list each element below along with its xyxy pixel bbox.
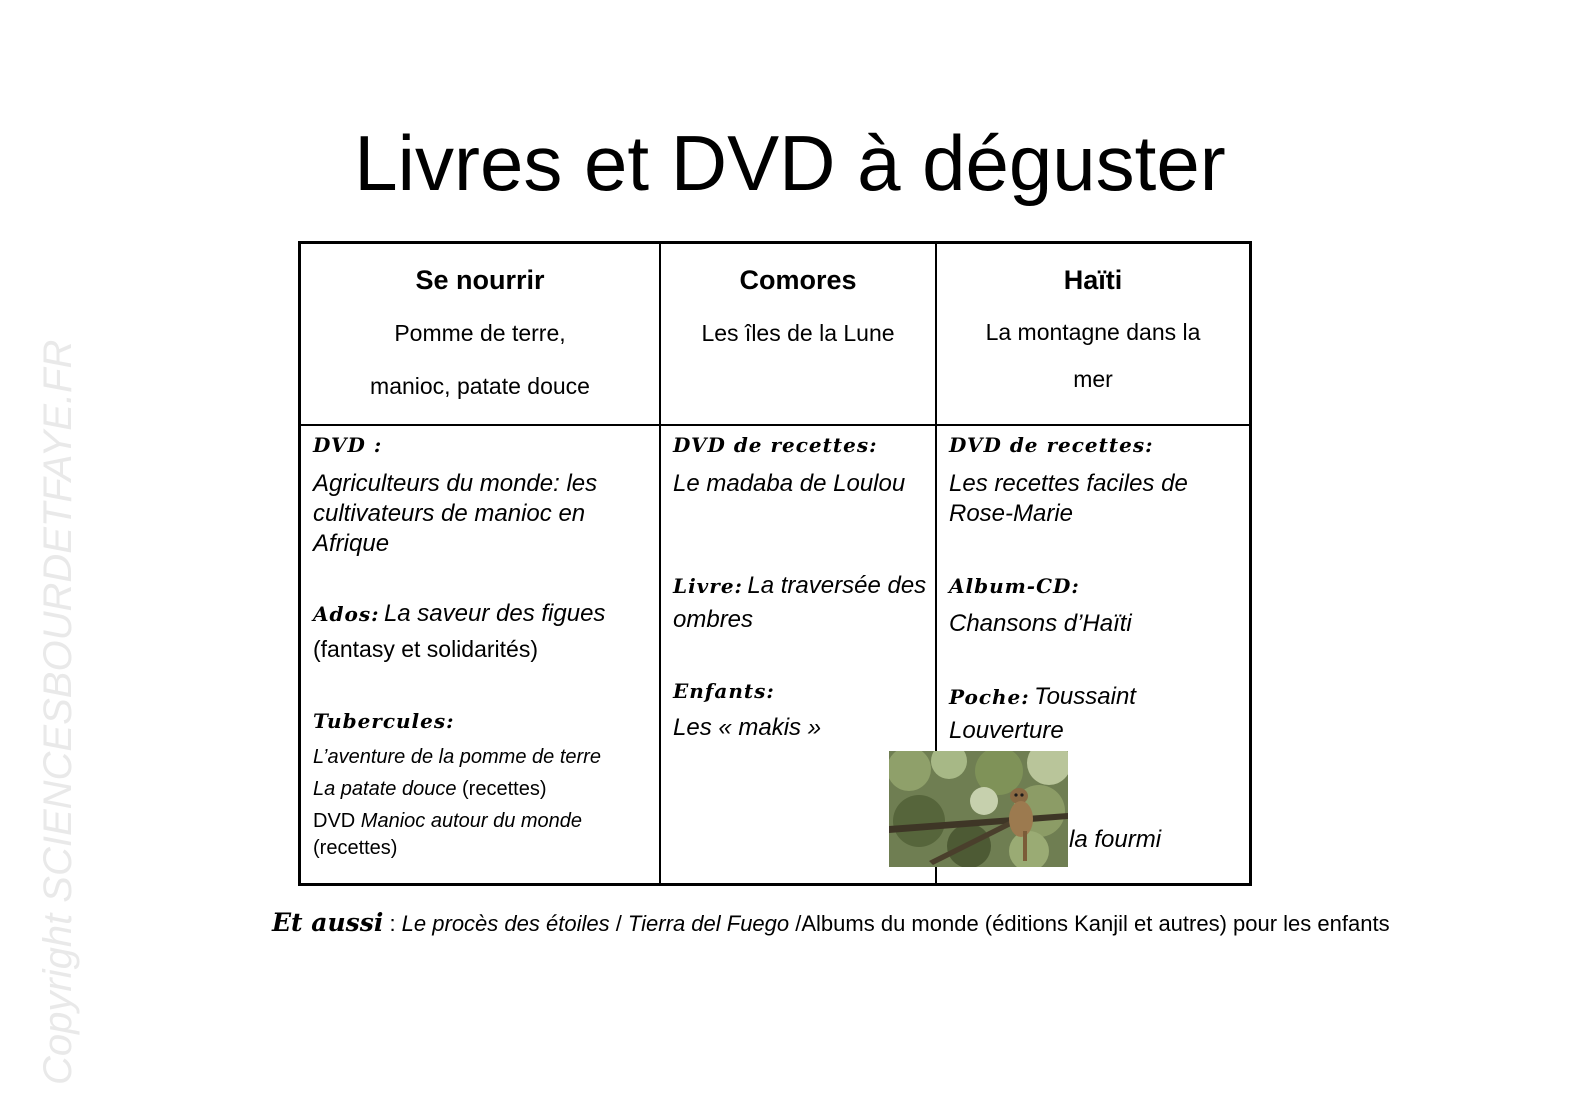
subtitle-line: La montagne dans la	[985, 319, 1201, 345]
dvd-title: Le madaba de Loulou	[673, 470, 906, 497]
poche-entry	[949, 681, 1241, 750]
livre-entry	[673, 570, 927, 639]
column-title: Haïti	[1063, 265, 1123, 295]
tubercules-label: Tubercules:	[313, 709, 455, 733]
album-label: Album-CD:	[949, 574, 1080, 598]
ados-entry	[313, 599, 651, 629]
column-title: Comores	[739, 265, 857, 295]
footer-also	[272, 905, 1472, 942]
lemur-photo-icon	[889, 751, 1068, 867]
column-subtitle	[301, 307, 659, 413]
tubercules-item: L’aventure de la pomme de terre	[313, 746, 601, 768]
header-comores	[661, 244, 935, 424]
subtitle-line: mer	[1073, 366, 1113, 392]
footer-item: Tierra del Fuego	[627, 911, 790, 936]
footer-colon: :	[383, 911, 402, 936]
column-subtitle	[937, 309, 1249, 403]
item-title: La patate douce	[313, 778, 457, 800]
column-title: Se nourrir	[415, 265, 545, 295]
footer-rest: /Albums du monde (éditions Kanjil et autres) pour les enfants	[789, 911, 1390, 936]
dvd-title: Agriculteurs du monde: les cultivateurs de manioc en Afrique	[313, 470, 598, 557]
header-haiti	[937, 244, 1249, 424]
poche-label: Poche:	[949, 685, 1030, 709]
watermark-text: Copyright SCIENCESBOURDETFAYE.FR	[36, 339, 80, 1085]
dvd-label: DVD de recettes:	[949, 433, 1154, 457]
ados-label: Ados:	[313, 602, 380, 626]
enfants-title: Les « makis »	[673, 714, 822, 741]
subtitle-line: manioc, patate douce	[370, 373, 590, 399]
column-subtitle: Les îles de la Lune	[701, 320, 895, 346]
item-title: Manioc autour du monde	[360, 810, 583, 832]
ados-note: (fantasy et solidarités)	[313, 636, 538, 662]
cell-se-nourrir	[301, 427, 659, 882]
partial-title: la fourmi	[1069, 826, 1162, 853]
header-divider	[301, 424, 1249, 426]
album-title: Chansons d’Haïti	[949, 610, 1132, 637]
enfants-label: Enfants:	[673, 679, 775, 703]
page-title: Livres et DVD à déguster	[354, 119, 1226, 207]
dvd-label: DVD :	[313, 433, 383, 457]
item-note: (recettes)	[313, 837, 398, 859]
dvd-title: Les recettes faciles de Rose-Marie	[949, 470, 1188, 527]
dvd-label: DVD de recettes:	[673, 433, 878, 457]
footer-separator: /	[609, 911, 628, 936]
poche-title: Toussaint Louverture	[949, 683, 1136, 744]
ados-title: La saveur des figues	[383, 600, 606, 627]
footer-lead: Et aussi	[272, 908, 384, 937]
copyright-watermark	[0, 0, 80, 1100]
tubercules-item	[313, 807, 651, 861]
livre-label: Livre:	[673, 574, 743, 598]
books-table	[298, 241, 1252, 886]
item-note: (recettes)	[456, 778, 547, 800]
header-se-nourrir	[301, 244, 659, 424]
item-prefix: DVD	[313, 810, 361, 832]
tubercules-item	[313, 775, 651, 803]
subtitle-line: Pomme de terre,	[394, 320, 566, 346]
livre-title: La traversée des ombres	[673, 572, 927, 633]
footer-item: Le procès des étoiles	[401, 911, 610, 936]
lemur-photo	[889, 751, 1068, 867]
